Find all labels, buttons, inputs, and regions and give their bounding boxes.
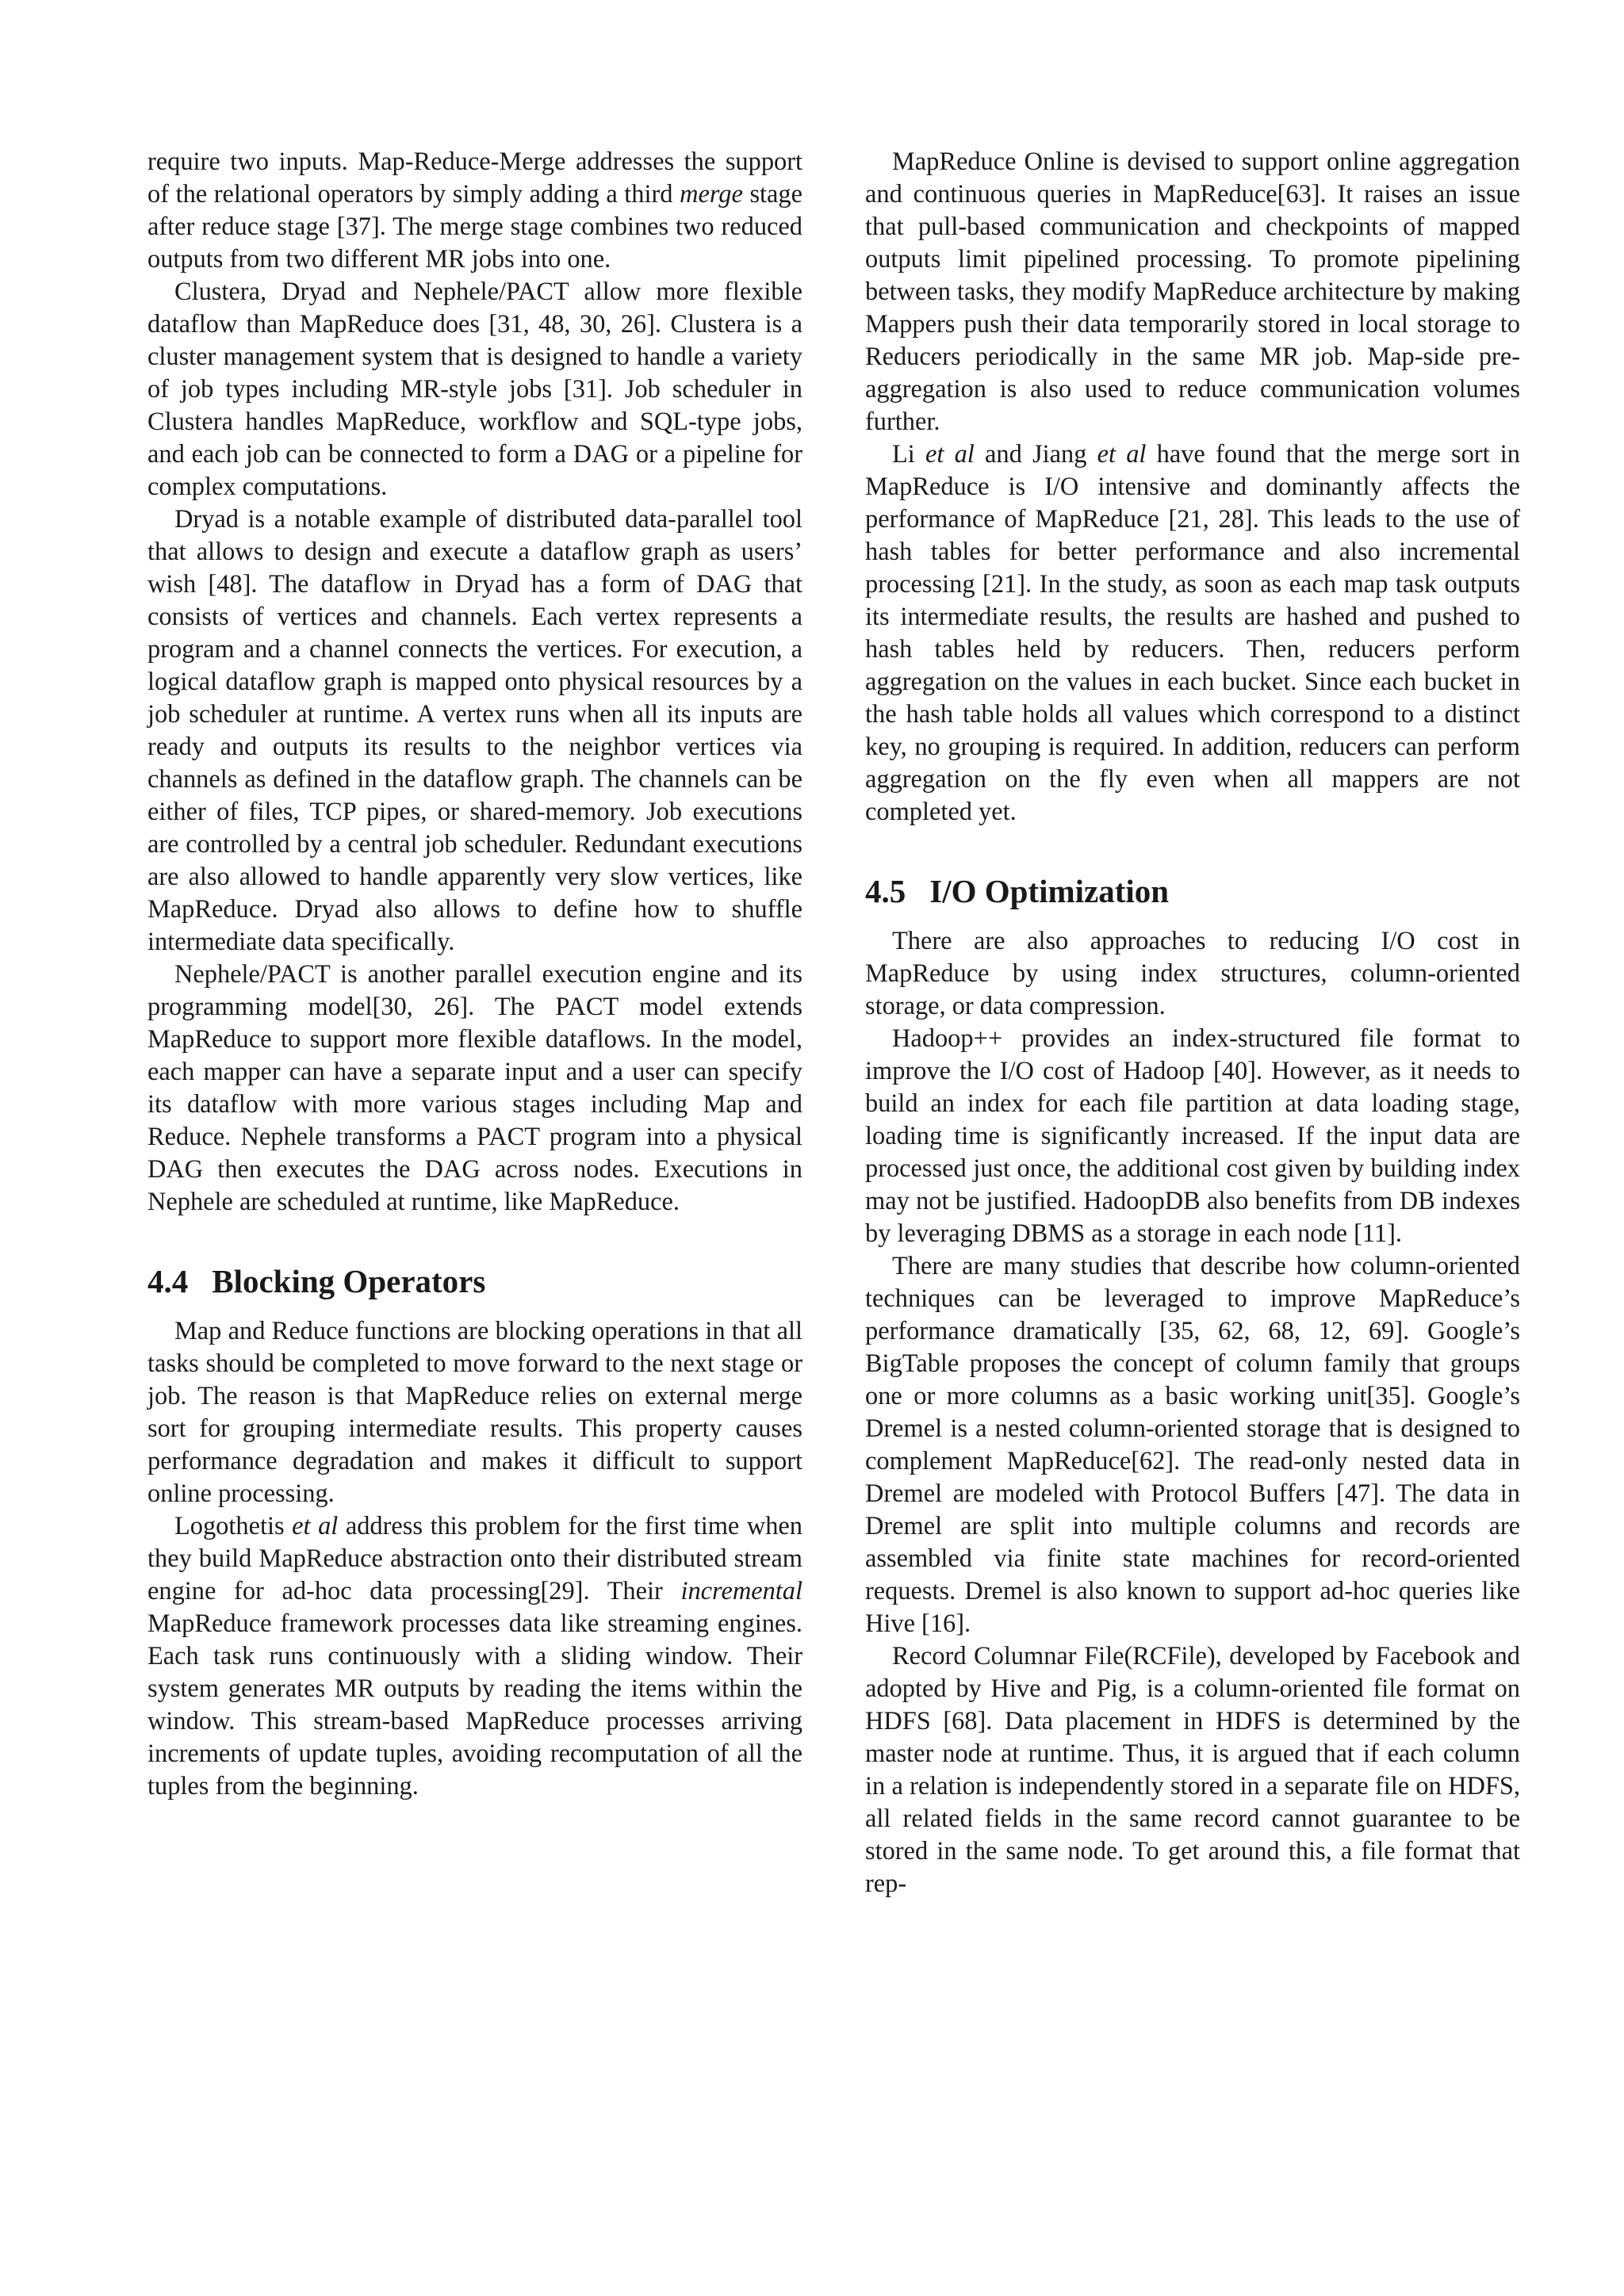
text-span: and Jiang <box>974 440 1097 469</box>
text-span: address this problem for the first time when they build MapReduce abstraction onto their distributed stream engine for ad-hoc data processing[29]. Their <box>147 1512 802 1605</box>
section-heading-blocking-operators <box>147 1261 802 1301</box>
paragraph-io-approaches: There are also approaches to reducing I/O cost in MapReduce by using index structures, column-oriented storage, or data compression. <box>865 927 1520 1020</box>
text-span: MapReduce framework processes data like streaming engines. Each task runs continuously with a sliding window. Their system generates MR outputs by reading the items within the window. This stream-based MapReduce processes arriving increments of update tuples, avoiding recomputation of all the tuples from the beginning. <box>147 1609 802 1800</box>
right-column <box>865 146 1520 1900</box>
paragraph-dryad: Dryad is a notable example of distributed data-parallel tool that allows to design and execute a dataflow graph as users’ wish [48]. The dataflow in Dryad has a form of DAG that consists of vertices and channels. Each vertex represents a program and a channel connects the vertices. For execution, a logical dataflow graph is mapped onto physical resources by a job scheduler at runtime. A vertex runs when all its inputs are ready and outputs its results to the neighbor vertices via channels as defined in the dataflow graph. The channels can be either of files, TCP pipes, or shared-memory. Job executions are controlled by a central job scheduler. Redundant executions are also allowed to handle apparently very slow vertices, like MapReduce. Dryad also allows to define how to shuffle intermediate data specifically. <box>147 505 802 956</box>
paragraph-column-oriented: There are many studies that describe how column-oriented techniques can be leveraged to improve MapReduce’s performance dramatically [35, 62, 68, 12, 69]. Google’s BigTable proposes the concept of column family that groups one or more columns as a basic working unit[35]. Google’s Dremel is a nested column-oriented storage that is designed to complement MapReduce[62]. The read-only nested data in Dremel are modeled with Protocol Buffers [47]. The data in Dremel are split into multiple columns and records are assembled via finite state machines for record-oriented requests. Dremel is also known to support ad-hoc queries like Hive [16]. <box>865 1252 1520 1638</box>
section-heading-io-optimization <box>865 871 1520 911</box>
emphasis-merge: merge <box>680 180 743 209</box>
paragraph-mapreduce-online: MapReduce Online is devised to support online aggregation and continuous queries in MapReduce[63]. It raises an issue that pull-based communication and checkpoints of mapped outputs limit pipelined processing. To promote pipelining between tasks, they modify MapReduce architecture by making Mappers push their data temporarily stored in local storage to Reducers periodically in the same MR job. Map-side pre-aggregation is also used to reduce communication volumes further. <box>865 147 1520 436</box>
text-span: Li <box>892 440 926 469</box>
paragraph-logothetis <box>147 1510 802 1803</box>
paragraph-clustera: Clustera, Dryad and Nephele/PACT allow more flexible dataflow than MapReduce does [31, 48, 30, 26]. Clustera is a cluster management system that is designed to handle a variety of job types including MR-style jobs [31]. Job scheduler in Clustera handles MapReduce, workflow and SQL-type jobs, and each job can be connected to form a DAG or a pipeline for complex computations. <box>147 277 802 501</box>
text-span: require two inputs. Map-Reduce-Merge addresses the support of the relational operators by simply adding a third <box>147 147 802 209</box>
left-column <box>147 146 802 1803</box>
section-title: Blocking Operators <box>212 1263 486 1299</box>
emphasis-et-al: et al <box>925 440 975 469</box>
paragraph-map-reduce-merge <box>147 146 802 276</box>
section-number: 4.5 <box>865 873 906 909</box>
paragraph-hadoop-plus-plus: Hadoop++ provides an index-structured file format to improve the I/O cost of Hadoop [40]. However, as it needs to build an index for each file partition at data loading stage, loading time is significantly increased. If the input data are processed just once, the additional cost given by building index may not be justified. HadoopDB also benefits from DB indexes by leveraging DBMS as a storage in each node [11]. <box>865 1024 1520 1248</box>
paragraph-blocking-operations: Map and Reduce functions are blocking operations in that all tasks should be completed to move forward to the next stage or job. The reason is that MapReduce relies on external merge sort for grouping intermediate results. This property causes performance degradation and makes it difficult to support online processing. <box>147 1317 802 1508</box>
section-title: I/O Optimization <box>929 873 1170 909</box>
emphasis-incremental: incremental <box>680 1577 802 1605</box>
paragraph-nephele-pact: Nephele/PACT is another parallel execution engine and its programming model[30, 26]. The PACT model extends MapReduce to support more flexible dataflows. In the model, each mapper can have a separate input and a user can specify its dataflow with more various stages including Map and Reduce. Nephele transforms a PACT program into a physical DAG then executes the DAG across nodes. Executions in Nephele are scheduled at runtime, like MapReduce. <box>147 960 802 1216</box>
text-span: have found that the merge sort in MapReduce is I/O intensive and dominantly affects the performance of MapReduce [21, 28]. This leads to the use of hash tables for better performance and also incremental processing [21]. In the study, as soon as each map task outputs its intermediate results, the results are hashed and pushed to hash tables held by reducers. Then, reducers perform aggregation on the values in each bucket. Since each bucket in the hash table holds all values which correspond to a distinct key, no grouping is required. In addition, reducers can perform aggregation on the fly even when all mappers are not completed yet. <box>865 440 1520 826</box>
text-span: stage after reduce stage [37]. The merge stage combines two reduced outputs from two different MR jobs into one. <box>147 180 802 274</box>
emphasis-et-al: et al <box>292 1512 339 1540</box>
text-span: Logothetis <box>174 1512 293 1540</box>
emphasis-et-al: et al <box>1097 440 1147 469</box>
paragraph-rcfile: Record Columnar File(RCFile), developed by Facebook and adopted by Hive and Pig, is a column-oriented file format on HDFS [68]. Data placement in HDFS is determined by the master node at runtime. Thus, it is argued that if each column in a relation is independently stored in a separate file on HDFS, all related fields in the same record cannot guarantee to be stored in the same node. To get around this, a file format that rep- <box>865 1642 1520 1898</box>
section-number: 4.4 <box>147 1263 189 1299</box>
paragraph-li-jiang <box>865 438 1520 828</box>
